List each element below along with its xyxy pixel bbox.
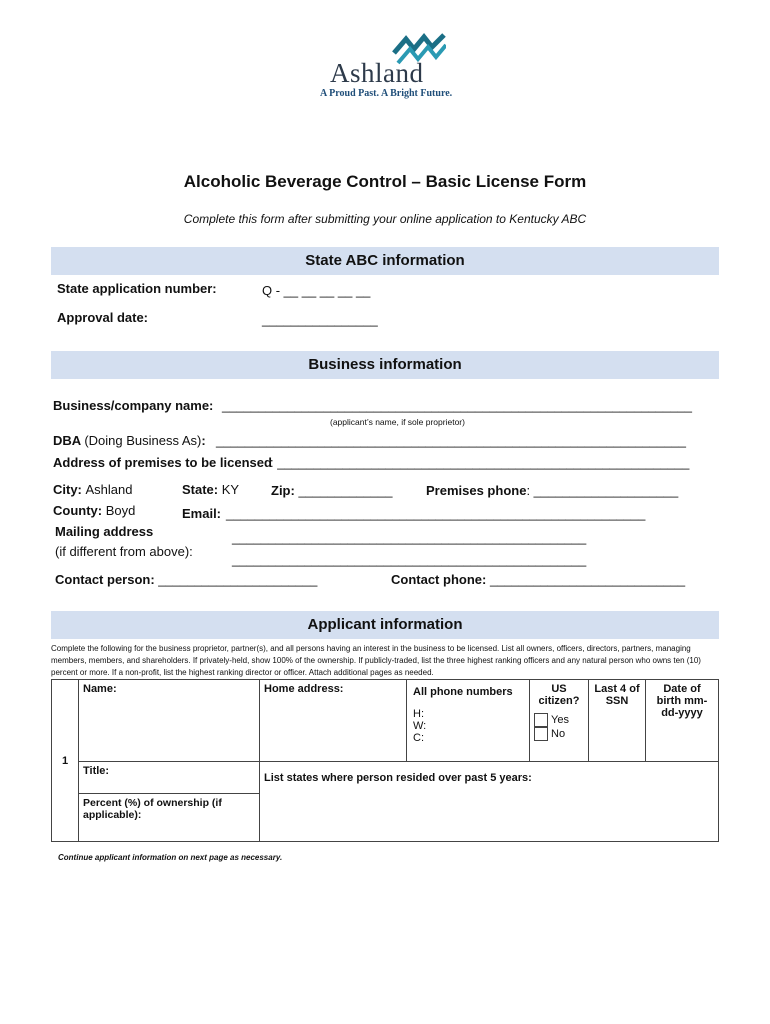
applicant-table [51, 679, 719, 842]
section-header-applicant: Applicant information [51, 611, 719, 639]
section-header-business: Business information [51, 351, 719, 379]
continue-note: Continue applicant information on next page as necessary. [58, 853, 283, 862]
phone-c-label: C: [413, 732, 424, 744]
mailing-address-field-2[interactable]: _________________________________________________ [232, 552, 587, 567]
ownership-cell[interactable] [79, 794, 260, 842]
company-name-note: (applicant’s name, if sole proprietor) [330, 417, 465, 427]
citizen-yes-checkbox[interactable] [534, 713, 548, 727]
email-field[interactable]: __________________________________________________________ [226, 506, 646, 521]
state-label: State: [182, 482, 219, 497]
dob-label: Date of birth mm-dd-yyyy [656, 683, 708, 719]
dba-abbr: DBA [53, 433, 81, 448]
county-row [53, 503, 135, 518]
applicant-row-number: 1 [52, 680, 79, 842]
city-label: City: [53, 482, 82, 497]
phone-h-label: H: [413, 708, 424, 720]
page-title: Alcoholic Beverage Control – Basic License Form [183, 172, 587, 191]
citizen-yes-label: Yes [551, 713, 569, 726]
title-label: Title: [83, 765, 110, 777]
zip-row [271, 483, 392, 498]
state-row [182, 482, 239, 497]
name-label: Name: [83, 683, 117, 695]
phone-w-label: W: [413, 720, 427, 732]
county-label: County: [53, 503, 103, 518]
contact-phone-row [391, 572, 685, 587]
email-label: Email: [182, 506, 222, 521]
state-app-number-label: State application number: [57, 281, 217, 296]
contact-phone-field[interactable]: ___________________________ [489, 572, 686, 587]
page-subtitle: Complete this form after submitting your online application to Kentucky ABC [183, 212, 587, 226]
company-name-label: Business/company name: [53, 398, 214, 413]
premises-phone-row [426, 483, 678, 498]
approval-date-label: Approval date: [57, 310, 149, 325]
mailing-address-label: Mailing address [55, 524, 154, 539]
dob-cell[interactable] [646, 680, 719, 762]
phones-label: All phone numbers [413, 686, 513, 698]
premises-address-label: Address of premises to be licensed [53, 455, 272, 470]
state-app-number-field[interactable]: Q - __ __ __ __ __ [262, 283, 371, 298]
zip-field[interactable]: _____________ [298, 483, 393, 498]
applicant-instructions: Complete the following for the business proprietor, partner(s), and all persons having an interest in the business to be licensed. List all owners, officers, directors, partners, managing members, members, and shareholders. If privately-held, show 100% of the ownership. If publicly-traded, list the three highest ranking officers and any natural person who owns ten (10) percent or more. If a non-profit, list the highest ranking director or officer. Attach additional pages as needed. [51, 644, 701, 677]
phones-cell[interactable] [407, 680, 530, 762]
title-cell[interactable] [79, 762, 260, 794]
citizen-no-option[interactable] [534, 727, 584, 741]
citizen-cell [530, 680, 589, 762]
citizen-no-checkbox[interactable] [534, 727, 548, 741]
logo-name: Ashland [330, 58, 424, 88]
city-value[interactable]: Ashland [85, 482, 133, 497]
dba-field[interactable]: _________________________________________________________________ [216, 433, 686, 448]
logo-tagline: A Proud Past. A Bright Future. [320, 88, 453, 99]
premises-phone-field[interactable]: : ____________________ [526, 483, 679, 498]
company-name-field[interactable]: _________________________________________________________________ [222, 398, 692, 413]
citizen-label: US citizen? [538, 683, 580, 707]
approval-date-field[interactable]: ________________ [262, 312, 378, 327]
city-row [53, 482, 133, 497]
states-label: List states where person resided over past 5 years: [264, 772, 532, 784]
contact-person-label: Contact person: [55, 572, 155, 587]
premises-phone-label: Premises phone [426, 483, 527, 498]
citizen-no-label: No [551, 727, 566, 740]
zip-label: Zip: [271, 483, 295, 498]
ssn-label: Last 4 of SSN [594, 683, 640, 707]
contact-person-field[interactable]: ______________________ [158, 572, 318, 587]
states-cell[interactable] [260, 762, 719, 842]
section-header-state: State ABC information [51, 247, 719, 275]
dba-colon: : [201, 433, 206, 448]
home-address-label: Home address: [264, 683, 344, 695]
mailing-address-note: (if different from above): [55, 544, 193, 559]
name-cell[interactable] [79, 680, 260, 762]
contact-person-row [55, 572, 317, 587]
mailing-address-field-1[interactable]: _________________________________________________ [232, 530, 587, 545]
ssn-cell[interactable] [589, 680, 646, 762]
contact-phone-label: Contact phone: [391, 572, 487, 587]
county-value[interactable]: Boyd [105, 503, 136, 518]
ownership-label: Percent (%) of ownership (if applicable): [83, 797, 222, 821]
citizen-yes-option[interactable] [534, 713, 584, 727]
dba-label [53, 433, 206, 448]
dba-expansion: (Doing Business As) [84, 433, 202, 448]
home-address-cell[interactable] [260, 680, 407, 762]
state-value[interactable]: KY [221, 482, 240, 497]
premises-address-field[interactable]: : _________________________________________________________ [270, 455, 690, 470]
